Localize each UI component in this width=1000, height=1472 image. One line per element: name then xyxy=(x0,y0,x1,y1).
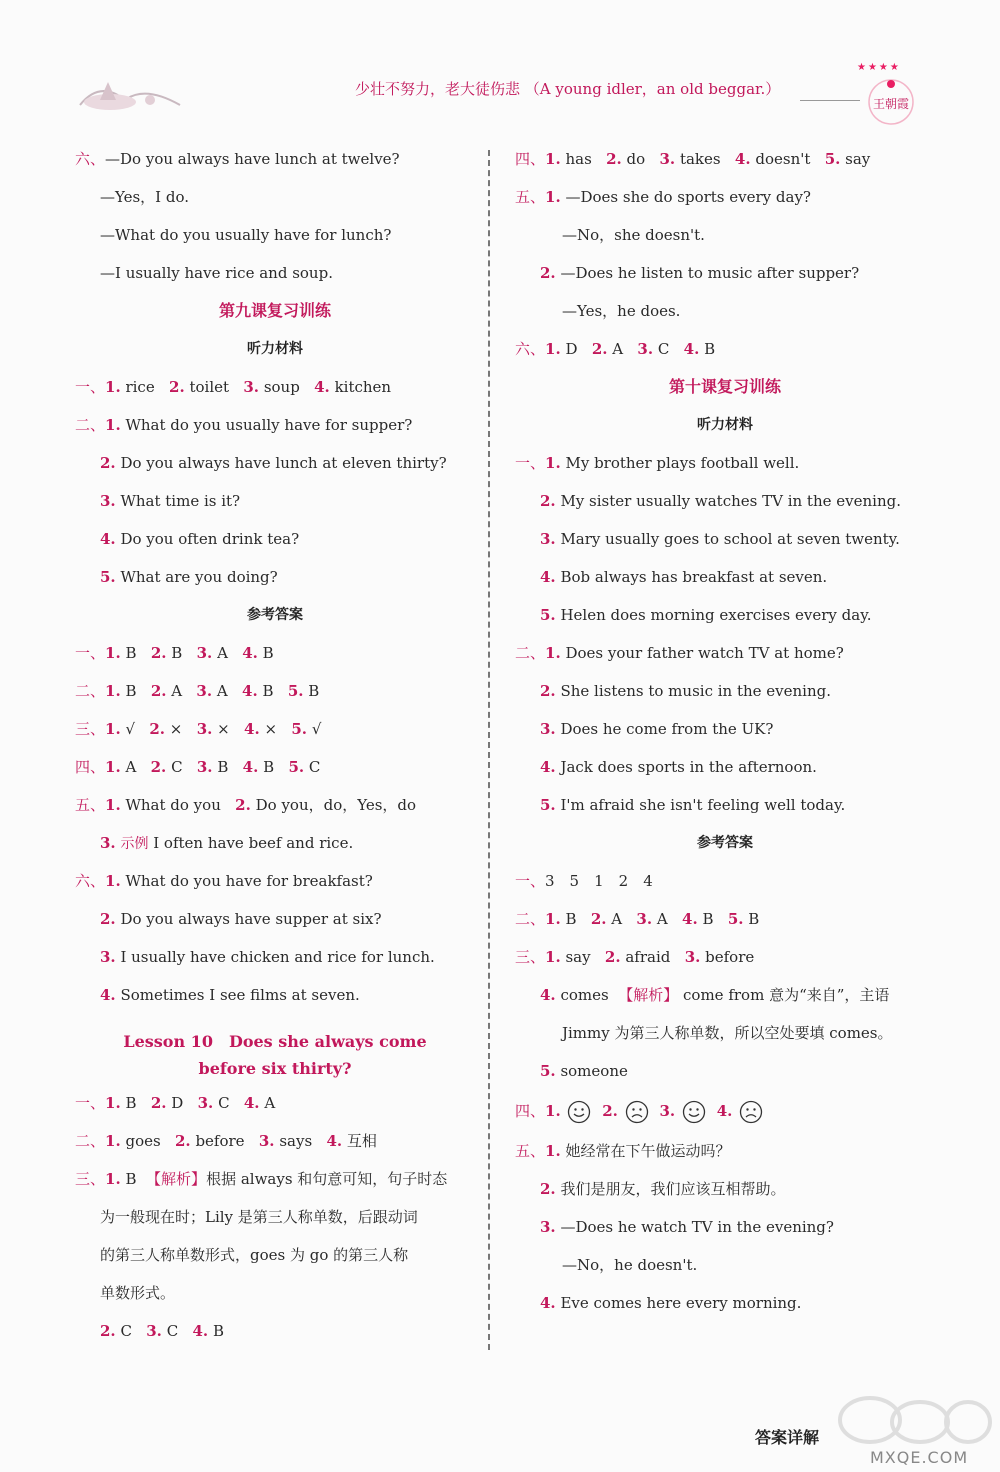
item-number: 1. xyxy=(545,910,561,928)
smile-face-icon xyxy=(567,1100,591,1124)
answer-value: D xyxy=(171,1094,184,1112)
answer-value: B xyxy=(212,1322,224,1340)
item-number: 4. xyxy=(540,758,556,776)
left-s6-line1 xyxy=(75,140,475,178)
item-number: 2. xyxy=(150,758,167,776)
answer-row-3 xyxy=(75,710,475,748)
l10-row-2 xyxy=(75,1122,475,1160)
dialogue-line: —What do you usually have for lunch? xyxy=(100,226,392,244)
answer-value: Do you always have supper at six? xyxy=(120,910,382,928)
answer-value: C xyxy=(657,340,670,358)
header-decoration-image xyxy=(70,60,190,120)
item-number: 3. xyxy=(100,492,116,510)
answer-value: doesn't xyxy=(755,150,811,168)
analysis-text: 的第三人称单数形式，goes 为 go 的第三人称 xyxy=(100,1246,409,1264)
item-number: 3. xyxy=(684,948,701,966)
section-label: 六、 xyxy=(75,872,106,890)
item-number: 4. xyxy=(192,1322,209,1340)
item-number: 3. xyxy=(196,720,213,738)
item-text: kitchen xyxy=(334,378,392,396)
item-number: 4. xyxy=(244,720,260,738)
section-label: 一、 xyxy=(75,378,106,396)
item-text: Does your father watch TV at home? xyxy=(565,644,844,662)
item-number: 1. xyxy=(105,758,121,776)
item-number: 3. xyxy=(258,1132,275,1150)
r-listen-q2-item xyxy=(515,672,935,710)
r-answer-row-4 xyxy=(515,140,935,178)
section-label: 三、 xyxy=(75,1170,106,1188)
item-text: Bob always has breakfast at seven. xyxy=(560,568,828,586)
item-number: 2. xyxy=(150,1094,167,1112)
item-number: 2. xyxy=(540,1180,556,1198)
answer-value: 我们是朋友，我们应该互相帮助。 xyxy=(560,1180,786,1198)
answer-value: say xyxy=(565,948,591,966)
answer-value: comes xyxy=(560,986,609,1004)
item-number: 1. xyxy=(545,644,561,662)
answer-value: 互相 xyxy=(346,1132,377,1150)
item-text: She listens to music in the evening. xyxy=(560,682,832,700)
item-number: 1. xyxy=(545,340,561,358)
analysis-text: 单数形式。 xyxy=(100,1284,176,1302)
item-number: 1. xyxy=(545,188,561,206)
answer-value: before xyxy=(705,948,755,966)
r-ans-row-4 xyxy=(515,1090,935,1132)
item-number: 3. xyxy=(196,758,213,776)
r-ans-row-1 xyxy=(515,862,935,900)
answer-value: goes xyxy=(125,1132,161,1150)
item-text: rice xyxy=(125,378,155,396)
item-number: 5. xyxy=(100,568,116,586)
l10-row-1 xyxy=(75,1084,475,1122)
section-label: 三、 xyxy=(75,720,106,738)
item-number: 2. xyxy=(175,1132,191,1150)
item-number: 2. xyxy=(540,492,556,510)
section-label: 四、 xyxy=(515,1102,546,1120)
answer-value: A xyxy=(217,644,228,662)
item-number: 3. xyxy=(540,530,556,548)
item-number: 3. xyxy=(540,1218,556,1236)
answer-value: 3 5 1 2 4 xyxy=(545,872,653,890)
r-ans-row-5 xyxy=(515,1132,935,1170)
answer-value: A xyxy=(264,1094,276,1112)
section-label: 三、 xyxy=(515,948,546,966)
item-number: 5. xyxy=(540,606,556,624)
item-number: 4. xyxy=(540,1294,556,1312)
r-ans-row-5-item xyxy=(515,1208,935,1246)
item-number: 3. xyxy=(146,1322,162,1340)
r-listen-q1-item xyxy=(515,444,935,482)
item-number: 1. xyxy=(105,682,121,700)
r-ans-row-5-item xyxy=(515,1284,935,1322)
listen-q2-item xyxy=(75,444,475,482)
lesson10-title xyxy=(75,1014,475,1084)
item-number: 3. xyxy=(197,1094,214,1112)
answers-title: 参考答案 xyxy=(697,835,753,851)
header-motto: 少壮不努力，老大徒伤悲 （A young idler，an old beggar.） xyxy=(355,80,781,98)
answer-value: × xyxy=(169,720,183,738)
answer-value: B xyxy=(262,682,274,700)
item-number: 1. xyxy=(545,454,561,472)
dialogue-line: —Does he watch TV in the evening? xyxy=(560,1218,834,1236)
item-number: 4. xyxy=(734,150,751,168)
item-number: 4. xyxy=(100,530,116,548)
answer-value: Sometimes I see films at seven. xyxy=(120,986,360,1004)
answer-value: someone xyxy=(560,1062,628,1080)
item-number: 2. xyxy=(606,150,622,168)
item-number: 1. xyxy=(545,1142,561,1160)
right-column xyxy=(515,140,935,1322)
r-listen-q1-item xyxy=(515,596,935,634)
item-text: What are you doing? xyxy=(120,568,278,586)
item-text: Jack does sports in the afternoon. xyxy=(560,758,817,776)
analysis-line xyxy=(515,1014,935,1052)
section-label: 二、 xyxy=(75,1132,106,1150)
answer-value: afraid xyxy=(625,948,671,966)
item-number: 1. xyxy=(105,1094,121,1112)
answer-value: I usually have chicken and rice for lunch. xyxy=(120,948,435,966)
item-text: Mary usually goes to school at seven twenty. xyxy=(560,530,900,548)
item-number: 1. xyxy=(105,796,121,814)
l10-row-3-rest xyxy=(75,1312,475,1350)
item-number: 1. xyxy=(545,150,561,168)
item-number: 1. xyxy=(545,1102,561,1120)
section-label: 六、 xyxy=(515,340,546,358)
item-number: 2. xyxy=(540,264,556,282)
column-divider xyxy=(488,150,490,1350)
listen-q2-item xyxy=(75,558,475,596)
answer-row-4 xyxy=(75,748,475,786)
answer-value: I often have beef and rice. xyxy=(153,834,354,852)
answer-value: A xyxy=(656,910,668,928)
item-number: 3. xyxy=(636,910,653,928)
answer-value: × xyxy=(217,720,230,738)
dialogue-line: —Yes，he does. xyxy=(562,302,681,320)
r-ans-row-2 xyxy=(515,900,935,938)
analysis-text: Jimmy 为第三人称单数，所以空处要填 comes。 xyxy=(562,1024,893,1042)
answer-value: B xyxy=(217,758,229,776)
analysis-text: 根据 always 和句意可知，句子时态 xyxy=(206,1170,448,1188)
item-number: 4. xyxy=(242,758,259,776)
lesson-title-line: Lesson 10 Does she always come xyxy=(123,1032,427,1051)
r-listen-q1-item xyxy=(515,520,935,558)
analysis-line xyxy=(75,1236,475,1274)
section-label: 一、 xyxy=(515,872,546,890)
dialogue-line: —Does she do sports every day? xyxy=(565,188,811,206)
item-number: 1. xyxy=(105,378,121,396)
header-rule xyxy=(800,100,860,101)
r-ans-row-3-5 xyxy=(515,1052,935,1090)
answer-value: What do you xyxy=(125,796,221,814)
section-label: 一、 xyxy=(75,1094,106,1112)
listen-q2-item xyxy=(75,520,475,558)
r-ans-row-3-4 xyxy=(515,976,935,1014)
item-number: 4. xyxy=(326,1132,343,1150)
item-number: 2. xyxy=(604,948,621,966)
left-s6-line2 xyxy=(75,178,475,216)
answer-row-6-item xyxy=(75,938,475,976)
lesson-title-line: before six thirty? xyxy=(198,1059,352,1078)
answer-value: A xyxy=(171,682,183,700)
answer-value: C xyxy=(218,1094,230,1112)
listen-q2-item xyxy=(75,406,475,444)
item-text: I'm afraid she isn't feeling well today. xyxy=(560,796,846,814)
dialogue-line: —Does he listen to music after supper? xyxy=(560,264,860,282)
brand-seal-logo xyxy=(855,62,927,128)
answer-value: B xyxy=(704,340,716,358)
r-listen-q2-item xyxy=(515,634,935,672)
item-number: 4. xyxy=(540,986,556,1004)
left-s6-line4 xyxy=(75,254,475,292)
item-number: 3. xyxy=(659,1102,676,1120)
r-listen-q1-item xyxy=(515,558,935,596)
section-label: 四、 xyxy=(515,150,546,168)
item-number: 3. xyxy=(196,682,213,700)
left-column xyxy=(75,140,475,1350)
frown-face-icon xyxy=(739,1100,763,1124)
item-number: 4. xyxy=(242,682,258,700)
item-number: 3. xyxy=(100,834,116,852)
item-number: 2. xyxy=(100,910,116,928)
answer-value: √ xyxy=(311,720,322,738)
answer-value: takes xyxy=(679,150,721,168)
item-number: 3. xyxy=(637,340,654,358)
item-text: What do you usually have for supper? xyxy=(125,416,413,434)
item-number: 5. xyxy=(291,720,308,738)
analysis-tag: 【解析】 xyxy=(618,986,679,1004)
left-s6-line3 xyxy=(75,216,475,254)
section-label: 二、 xyxy=(75,682,106,700)
item-number: 1. xyxy=(545,948,561,966)
r-dialogue-line xyxy=(515,254,935,292)
answer-value: B xyxy=(125,1170,137,1188)
section-label: 一、 xyxy=(515,454,546,472)
answer-value: 她经常在下午做运动吗？ xyxy=(565,1142,731,1160)
answer-value: B xyxy=(171,644,183,662)
answer-value: B xyxy=(308,682,320,700)
section-label: 五、 xyxy=(515,188,546,206)
answer-value: C xyxy=(166,1322,179,1340)
item-number: 3. xyxy=(659,150,676,168)
answer-value: C xyxy=(171,758,183,776)
item-number: 2. xyxy=(100,454,116,472)
r-answer-row-6 xyxy=(515,330,935,368)
item-number: 5. xyxy=(540,1062,556,1080)
r-dialogue-line xyxy=(515,216,935,254)
answer-value: B xyxy=(262,644,274,662)
section-label: 一、 xyxy=(75,644,106,662)
answer-value: Do you，do，Yes，do xyxy=(255,796,417,814)
item-text: Helen does morning exercises every day. xyxy=(560,606,872,624)
item-number: 4. xyxy=(242,644,258,662)
item-number: 4. xyxy=(314,378,330,396)
analysis-tag: 【解析】 xyxy=(146,1170,207,1188)
listening-title: 听力材料 xyxy=(247,341,303,357)
item-number: 5. xyxy=(824,150,841,168)
listening-title: 听力材料 xyxy=(697,417,753,433)
item-number: 1. xyxy=(105,872,121,890)
item-number: 1. xyxy=(105,1132,121,1150)
item-number: 2. xyxy=(100,1322,116,1340)
answer-value: do xyxy=(626,150,646,168)
r-listen-q2-item xyxy=(515,748,935,786)
item-number: 2. xyxy=(590,910,607,928)
item-text: soup xyxy=(263,378,300,396)
listen-q1 xyxy=(75,368,475,406)
section-label: 五、 xyxy=(75,796,106,814)
footer-label: 答案详解 xyxy=(755,1428,820,1447)
dialogue-line: —Yes，I do. xyxy=(100,188,190,206)
item-number: 4. xyxy=(243,1094,260,1112)
section-label: 六、 xyxy=(75,150,106,168)
answer-value: What do you have for breakfast? xyxy=(125,872,373,890)
answer-value: A xyxy=(125,758,137,776)
answer-value: C xyxy=(120,1322,132,1340)
item-number: 5. xyxy=(288,758,305,776)
answer-value: B xyxy=(125,1094,137,1112)
r-answer-row-5 xyxy=(515,178,935,216)
section-label: 二、 xyxy=(515,644,546,662)
answer-value: C xyxy=(308,758,321,776)
answer-row-6 xyxy=(75,862,475,900)
dialogue-line: —No，he doesn't. xyxy=(562,1256,698,1274)
item-number: 2. xyxy=(169,378,185,396)
answer-value: Eve comes here every morning. xyxy=(560,1294,802,1312)
r-dialogue-line xyxy=(515,292,935,330)
item-number: 3. xyxy=(196,644,213,662)
item-number: 2. xyxy=(150,682,167,700)
item-text: Does he come from the UK? xyxy=(560,720,774,738)
item-number: 4. xyxy=(716,1102,733,1120)
dialogue-line: —Do you always have lunch at twelve? xyxy=(105,150,400,168)
item-number: 2. xyxy=(540,682,556,700)
r-listen-q1-item xyxy=(515,482,935,520)
answer-value: A xyxy=(611,910,623,928)
answer-value: √ xyxy=(125,720,136,738)
item-number: 3. xyxy=(540,720,556,738)
analysis-text: 为一般现在时；Lily 是第三人称单数，后跟动词 xyxy=(100,1208,418,1226)
item-number: 2. xyxy=(150,644,167,662)
answer-row-5-example xyxy=(75,824,475,862)
answer-row-6-item xyxy=(75,900,475,938)
item-number: 3. xyxy=(243,378,260,396)
answer-row-1 xyxy=(75,634,475,672)
section-label: 五、 xyxy=(515,1142,546,1160)
answer-row-5 xyxy=(75,786,475,824)
item-number: 1. xyxy=(105,1170,121,1188)
r-ans-row-3 xyxy=(515,938,935,976)
item-number: 2. xyxy=(602,1102,618,1120)
section-label: 二、 xyxy=(75,416,106,434)
review10-title: 第十课复习训练 xyxy=(668,377,781,396)
answer-row-2 xyxy=(75,672,475,710)
item-number: 1. xyxy=(105,644,121,662)
item-text: toilet xyxy=(189,378,230,396)
answer-value: D xyxy=(565,340,578,358)
item-text: My brother plays football well. xyxy=(565,454,800,472)
analysis-text: come from 意为“来自”，主语 xyxy=(683,986,890,1004)
smile-face-icon xyxy=(682,1100,706,1124)
answer-value: has xyxy=(565,150,592,168)
item-number: 3. xyxy=(100,948,116,966)
item-number: 5. xyxy=(287,682,304,700)
l10-row-3 xyxy=(75,1160,475,1198)
answer-value: A xyxy=(612,340,624,358)
r-listen-q2-item xyxy=(515,786,935,824)
answer-value: B xyxy=(263,758,275,776)
r-listen-q2-item xyxy=(515,710,935,748)
item-number: 1. xyxy=(105,720,121,738)
answer-value: say xyxy=(845,150,871,168)
item-number: 4. xyxy=(682,910,698,928)
answer-value: × xyxy=(264,720,278,738)
answer-value: A xyxy=(216,682,228,700)
item-number: 4. xyxy=(100,986,116,1004)
answer-value: before xyxy=(195,1132,245,1150)
watermark-text: MXQE.COM xyxy=(870,1448,969,1467)
item-number: 2. xyxy=(591,340,608,358)
answer-value: B xyxy=(702,910,714,928)
answer-row-6-item xyxy=(75,976,475,1014)
item-text: Do you often drink tea? xyxy=(120,530,300,548)
answer-value: says xyxy=(279,1132,313,1150)
item-number: 1. xyxy=(105,416,121,434)
item-text: What time is it? xyxy=(120,492,241,510)
example-tag: 示例 xyxy=(120,836,149,852)
item-text: My sister usually watches TV in the evening. xyxy=(560,492,901,510)
item-number: 4. xyxy=(540,568,556,586)
item-number: 4. xyxy=(683,340,700,358)
item-number: 2. xyxy=(149,720,166,738)
answer-value: B xyxy=(748,910,760,928)
review9-title: 第九课复习训练 xyxy=(218,301,331,320)
stars-icon: ★★★★ xyxy=(857,62,901,73)
dialogue-line: —I usually have rice and soup. xyxy=(100,264,333,282)
listen-q2-item xyxy=(75,482,475,520)
item-number: 5. xyxy=(540,796,556,814)
item-number: 2. xyxy=(235,796,251,814)
answer-value: B xyxy=(125,682,137,700)
analysis-line xyxy=(75,1198,475,1236)
answer-value: B xyxy=(565,910,577,928)
section-label: 二、 xyxy=(515,910,546,928)
dialogue-line: —No，she doesn't. xyxy=(562,226,705,244)
r-ans-row-5-item xyxy=(515,1246,935,1284)
item-number: 5. xyxy=(727,910,744,928)
section-label: 四、 xyxy=(75,758,106,776)
svg-text:王朝霞: 王朝霞 xyxy=(872,97,910,111)
frown-face-icon xyxy=(625,1100,649,1124)
item-text: Do you always have lunch at eleven thirty? xyxy=(120,454,447,472)
answer-value: B xyxy=(125,644,137,662)
r-ans-row-5-item xyxy=(515,1170,935,1208)
answers-title: 参考答案 xyxy=(247,607,303,623)
analysis-line xyxy=(75,1274,475,1312)
